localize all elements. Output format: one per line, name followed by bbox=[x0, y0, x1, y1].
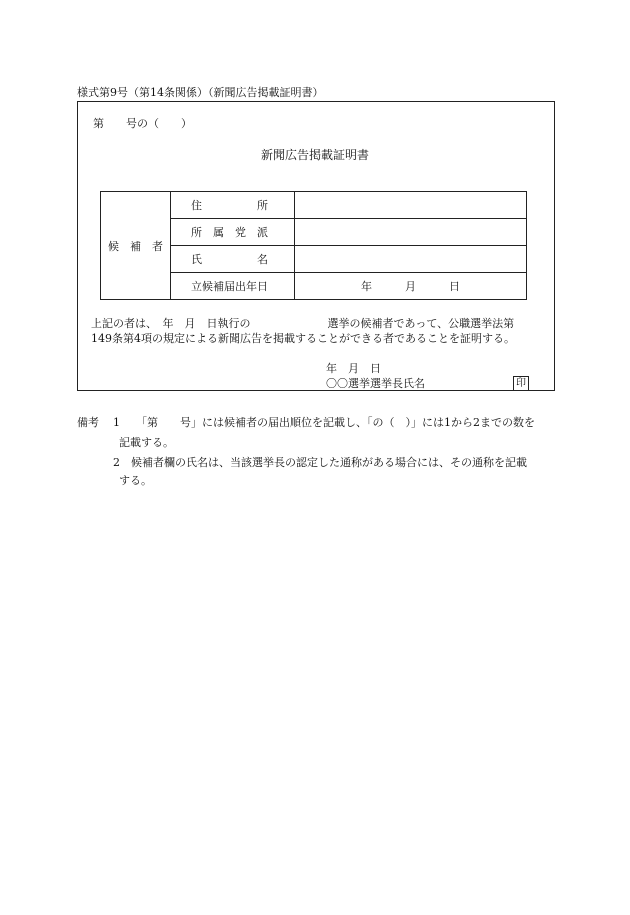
address-field[interactable] bbox=[295, 192, 527, 219]
statement-line-2: 149条第4項の規定による新聞広告を掲載することができる者であることを証明する。 bbox=[91, 332, 515, 345]
remark-1-line-1: 「第 号」には候補者の届出順位を記載し、「の（ ）」には1から2までの数を bbox=[136, 416, 535, 429]
certification-signer: 〇〇選挙選挙長氏名 bbox=[326, 377, 425, 390]
certification-date: 年 月 日 bbox=[326, 362, 381, 375]
name-field[interactable] bbox=[295, 246, 527, 273]
table-row bbox=[101, 192, 527, 219]
form-header: 様式第9号（第14条関係）（新聞広告掲載証明書） bbox=[77, 86, 324, 99]
remarks-label: 備考 bbox=[77, 416, 99, 429]
statement-line-1: 上記の者は、 年 月 日執行の 選挙の候補者であって、公職選挙法第 bbox=[91, 317, 515, 330]
remark-1-line-2: 記載する。 bbox=[119, 436, 174, 449]
row-label-filing-date: 立候補届出年日 bbox=[171, 273, 295, 300]
remark-2-line-2: する。 bbox=[119, 474, 152, 487]
party-field[interactable] bbox=[295, 219, 527, 246]
row-label-address: 住 所 bbox=[171, 192, 295, 219]
certificate-number-line: 第 号の（ ） bbox=[93, 117, 192, 130]
seal-mark: 印 bbox=[513, 376, 529, 391]
remark-number: 2 bbox=[113, 456, 120, 469]
filing-date-field[interactable]: 年 月 日 bbox=[295, 273, 527, 300]
document-title: 新聞広告掲載証明書 bbox=[260, 148, 369, 162]
row-label-name: 氏 名 bbox=[171, 246, 295, 273]
candidate-table bbox=[100, 191, 527, 300]
remark-number: 1 bbox=[113, 416, 120, 429]
row-label-party: 所 属 党 派 bbox=[171, 219, 295, 246]
remark-2-line-1: 候補者欄の氏名は、当該選挙長の認定した通称がある場合には、その通称を記載 bbox=[131, 456, 527, 469]
candidate-group-label: 候 補 者 bbox=[101, 192, 171, 300]
